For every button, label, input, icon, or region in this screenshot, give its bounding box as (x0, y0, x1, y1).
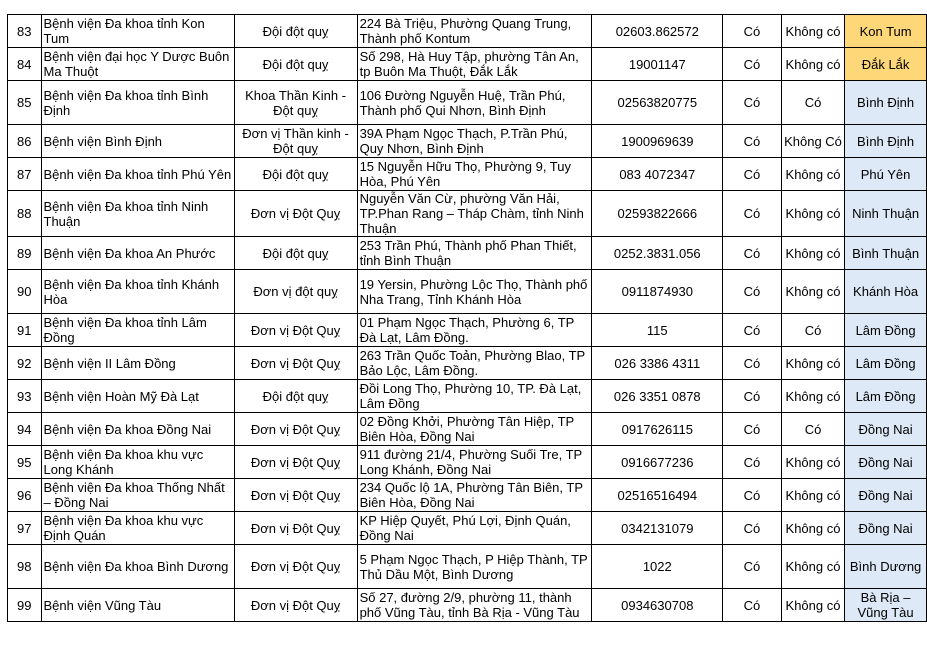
address-cell: 911 đường 21/4, Phường Suối Tre, TP Long Khánh, Đồng Nai (357, 446, 592, 479)
ct-status-cell: Có (781, 413, 844, 446)
province-cell: Kon Tum (845, 15, 927, 48)
province-cell: Đồng Nai (845, 413, 927, 446)
phone-number-cell: 0917626115 (592, 413, 723, 446)
phone-number-cell: 083 4072347 (592, 158, 723, 191)
address-cell: 15 Nguyễn Hữu Thọ, Phường 9, Tuy Hòa, Phú Yên (357, 158, 592, 191)
ivt-status-cell: Có (723, 589, 782, 622)
address-cell: 39A Phạm Ngọc Thạch, P.Trần Phú, Quy Nhơn, Bình Định (357, 125, 592, 158)
phone-number-cell: 026 3386 4311 (592, 347, 723, 380)
ivt-status-cell: Có (723, 314, 782, 347)
table-row (8, 589, 927, 622)
table-row (8, 314, 927, 347)
stroke-unit-cell: Đội đột quỵ (234, 237, 357, 270)
stroke-unit-cell: Đơn vị Đột Quỵ (234, 479, 357, 512)
ct-status-cell: Không có (781, 512, 844, 545)
table-row (8, 48, 927, 81)
address-cell: KP Hiệp Quyết, Phú Lợi, Định Quán, Đồng Nai (357, 512, 592, 545)
address-cell: 263 Trần Quốc Toản, Phường Blao, TP Bảo Lộc, Lâm Đồng. (357, 347, 592, 380)
ivt-status-cell: Có (723, 479, 782, 512)
table-row (8, 380, 927, 413)
phone-number-cell: 0916677236 (592, 446, 723, 479)
province-cell: Đồng Nai (845, 446, 927, 479)
row-number-cell: 84 (8, 48, 42, 81)
table-row (8, 347, 927, 380)
table-body (8, 15, 927, 622)
address-cell: 106 Đường Nguyễn Huệ, Trần Phú, Thành phố Qui Nhơn, Bình Định (357, 81, 592, 125)
table-row (8, 545, 927, 589)
row-number-cell: 91 (8, 314, 42, 347)
phone-number-cell: 1022 (592, 545, 723, 589)
ct-status-cell: Không có (781, 158, 844, 191)
ivt-status-cell: Có (723, 270, 782, 314)
hospital-name-cell: Bệnh viện Hoàn Mỹ Đà Lạt (41, 380, 234, 413)
address-cell: Đồi Long Thọ, Phường 10, TP. Đà Lạt, Lâm Đồng (357, 380, 592, 413)
hospital-name-cell: Bệnh viện Đa khoa An Phước (41, 237, 234, 270)
ivt-status-cell: Có (723, 158, 782, 191)
phone-number-cell: 02593822666 (592, 191, 723, 237)
phone-number-cell: 0934630708 (592, 589, 723, 622)
ct-status-cell: Không có (781, 270, 844, 314)
ivt-status-cell: Có (723, 191, 782, 237)
province-cell: Bình Thuận (845, 237, 927, 270)
province-cell: Lâm Đồng (845, 380, 927, 413)
hospital-name-cell: Bệnh viện Đa khoa khu vực Định Quán (41, 512, 234, 545)
row-number-cell: 89 (8, 237, 42, 270)
row-number-cell: 88 (8, 191, 42, 237)
stroke-unit-cell: Đơn vị Đột Quỵ (234, 545, 357, 589)
hospital-name-cell: Bệnh viện Đa khoa tỉnh Khánh Hòa (41, 270, 234, 314)
row-number-cell: 99 (8, 589, 42, 622)
hospital-name-cell: Bệnh viện Đa khoa tỉnh Bình Định (41, 81, 234, 125)
ivt-status-cell: Có (723, 380, 782, 413)
table-row (8, 81, 927, 125)
hospital-name-cell: Bệnh viện Đa khoa Đồng Nai (41, 413, 234, 446)
address-cell: 02 Đồng Khởi, Phường Tân Hiệp, TP Biên Hòa, Đồng Nai (357, 413, 592, 446)
ivt-status-cell: Có (723, 237, 782, 270)
hospital-name-cell: Bệnh viện Bình Định (41, 125, 234, 158)
row-number-cell: 86 (8, 125, 42, 158)
stroke-unit-cell: Khoa Thần Kinh - Đột quỵ (234, 81, 357, 125)
row-number-cell: 85 (8, 81, 42, 125)
province-cell: Phú Yên (845, 158, 927, 191)
hospital-name-cell: Bệnh viện II Lâm Đồng (41, 347, 234, 380)
hospital-table (7, 14, 927, 622)
address-cell: Số 27, đường 2/9, phường 11, thành phố Vũng Tàu, tỉnh Bà Rịa - Vũng Tàu (357, 589, 592, 622)
stroke-unit-cell: Đội đột quỵ (234, 15, 357, 48)
phone-number-cell: 1900969639 (592, 125, 723, 158)
phone-number-cell: 026 3351 0878 (592, 380, 723, 413)
stroke-unit-cell: Đơn vị Đột Quỵ (234, 191, 357, 237)
province-cell: Ninh Thuận (845, 191, 927, 237)
phone-number-cell: 19001147 (592, 48, 723, 81)
phone-number-cell: 115 (592, 314, 723, 347)
table-row (8, 191, 927, 237)
ivt-status-cell: Có (723, 347, 782, 380)
stroke-unit-cell: Đơn vị đột quỵ (234, 270, 357, 314)
row-number-cell: 83 (8, 15, 42, 48)
ivt-status-cell: Có (723, 413, 782, 446)
stroke-unit-cell: Đơn vị Đột Quỵ (234, 589, 357, 622)
table-row (8, 479, 927, 512)
phone-number-cell: 02516516494 (592, 479, 723, 512)
stroke-unit-cell: Đơn vị Đột Quỵ (234, 314, 357, 347)
province-cell: Lâm Đồng (845, 314, 927, 347)
ct-status-cell: Có (781, 314, 844, 347)
ivt-status-cell: Có (723, 512, 782, 545)
address-cell: 19 Yersin, Phường Lộc Thọ, Thành phố Nha Trang, Tỉnh Khánh Hòa (357, 270, 592, 314)
table-row (8, 413, 927, 446)
row-number-cell: 92 (8, 347, 42, 380)
province-cell: Lâm Đồng (845, 347, 927, 380)
ivt-status-cell: Có (723, 545, 782, 589)
address-cell: Nguyễn Văn Cừ, phường Văn Hải, TP.Phan Rang – Tháp Chàm, tỉnh Ninh Thuận (357, 191, 592, 237)
row-number-cell: 94 (8, 413, 42, 446)
hospital-name-cell: Bệnh viện Vũng Tàu (41, 589, 234, 622)
stroke-unit-cell: Đội đột quỵ (234, 48, 357, 81)
province-cell: Đắk Lắk (845, 48, 927, 81)
province-cell: Bình Định (845, 125, 927, 158)
province-cell: Bình Dương (845, 545, 927, 589)
phone-number-cell: 0911874930 (592, 270, 723, 314)
ct-status-cell: Không có (781, 15, 844, 48)
phone-number-cell: 02603.862572 (592, 15, 723, 48)
hospital-name-cell: Bệnh viện Đa khoa tỉnh Phú Yên (41, 158, 234, 191)
ct-status-cell: Không có (781, 237, 844, 270)
ct-status-cell: Không có (781, 347, 844, 380)
ct-status-cell: Không Có (781, 125, 844, 158)
ct-status-cell: Không có (781, 48, 844, 81)
address-cell: 253 Trần Phú, Thành phố Phan Thiết, tỉnh Bình Thuận (357, 237, 592, 270)
phone-number-cell: 0252.3831.056 (592, 237, 723, 270)
table-row (8, 512, 927, 545)
ivt-status-cell: Có (723, 15, 782, 48)
ivt-status-cell: Có (723, 125, 782, 158)
stroke-unit-cell: Đơn vị Đột Quỵ (234, 446, 357, 479)
stroke-unit-cell: Đơn vị Đột Quỵ (234, 413, 357, 446)
stroke-unit-cell: Đội đột quỵ (234, 158, 357, 191)
table-row (8, 270, 927, 314)
hospital-name-cell: Bệnh viện Đa khoa tỉnh Kon Tum (41, 15, 234, 48)
hospital-name-cell: Bệnh viện Đa khoa Bình Dương (41, 545, 234, 589)
row-number-cell: 93 (8, 380, 42, 413)
stroke-unit-cell: Đơn vị Đột Quỵ (234, 347, 357, 380)
table-row (8, 15, 927, 48)
ct-status-cell: Không có (781, 191, 844, 237)
hospital-name-cell: Bệnh viện Đa khoa Thống Nhất – Đồng Nai (41, 479, 234, 512)
province-cell: Đồng Nai (845, 479, 927, 512)
table-row (8, 125, 927, 158)
row-number-cell: 87 (8, 158, 42, 191)
row-number-cell: 90 (8, 270, 42, 314)
stroke-unit-cell: Đội đột quỵ (234, 380, 357, 413)
hospital-name-cell: Bệnh viện Đa khoa tỉnh Lâm Đồng (41, 314, 234, 347)
ct-status-cell: Không có (781, 589, 844, 622)
table-row (8, 237, 927, 270)
ivt-status-cell: Có (723, 48, 782, 81)
province-cell: Đồng Nai (845, 512, 927, 545)
phone-number-cell: 02563820775 (592, 81, 723, 125)
ivt-status-cell: Có (723, 446, 782, 479)
row-number-cell: 98 (8, 545, 42, 589)
stroke-unit-cell: Đơn vị Thần kinh - Đột quỵ (234, 125, 357, 158)
stroke-unit-cell: Đơn vị Đột Quỵ (234, 512, 357, 545)
ct-status-cell: Không có (781, 479, 844, 512)
hospital-name-cell: Bệnh viện đại học Y Dược Buôn Ma Thuột (41, 48, 234, 81)
province-cell: Bình Định (845, 81, 927, 125)
province-cell: Bà Rịa – Vũng Tàu (845, 589, 927, 622)
ct-status-cell: Không có (781, 545, 844, 589)
address-cell: 224 Bà Triệu, Phường Quang Trung, Thành phố Kontum (357, 15, 592, 48)
row-number-cell: 95 (8, 446, 42, 479)
ct-status-cell: Không có (781, 446, 844, 479)
ct-status-cell: Không có (781, 380, 844, 413)
address-cell: Số 298, Hà Huy Tập, phường Tân An, tp Buôn Ma Thuột, Đắk Lắk (357, 48, 592, 81)
address-cell: 01 Phạm Ngọc Thạch, Phường 6, TP Đà Lạt, Lâm Đồng. (357, 314, 592, 347)
phone-number-cell: 0342131079 (592, 512, 723, 545)
hospital-name-cell: Bệnh viện Đa khoa khu vực Long Khánh (41, 446, 234, 479)
table-row (8, 446, 927, 479)
table-row (8, 158, 927, 191)
province-cell: Khánh Hòa (845, 270, 927, 314)
address-cell: 5 Phạm Ngọc Thạch, P Hiệp Thành, TP Thủ Dầu Một, Bình Dương (357, 545, 592, 589)
row-number-cell: 97 (8, 512, 42, 545)
hospital-name-cell: Bệnh viện Đa khoa tỉnh Ninh Thuận (41, 191, 234, 237)
ct-status-cell: Có (781, 81, 844, 125)
row-number-cell: 96 (8, 479, 42, 512)
ivt-status-cell: Có (723, 81, 782, 125)
address-cell: 234 Quốc lộ 1A, Phường Tân Biên, TP Biên Hòa, Đồng Nai (357, 479, 592, 512)
